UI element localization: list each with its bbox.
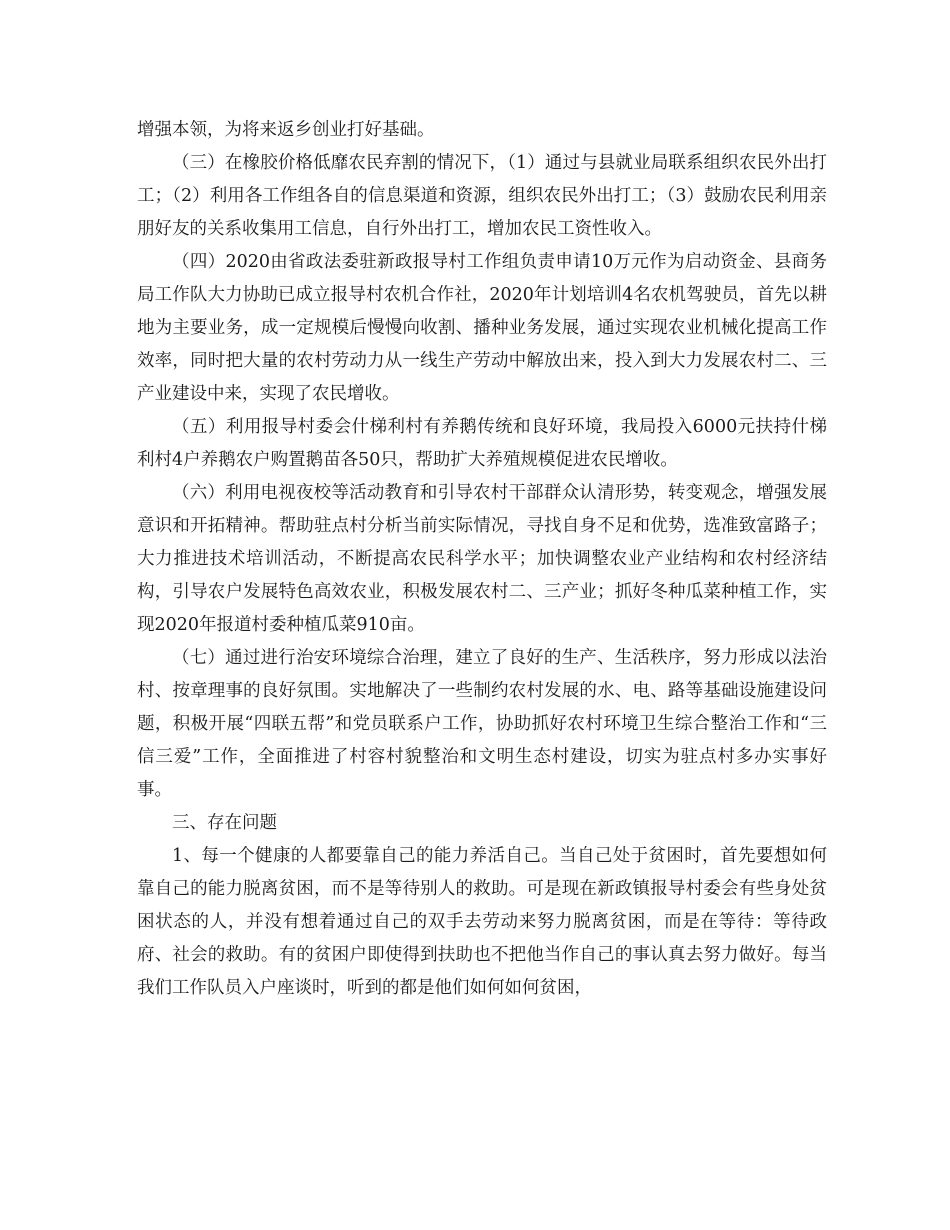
paragraph-section-7: （七）通过进行治安环境综合治理，建立了良好的生产、生活秩序，努力形成以法治村、按章理事的良好氛围。实地解决了一些制约农村发展的水、电、路等基础设施建设问题，积极开展“四联五帮”和党员联系户工作，协助抓好农村环境卫生综合整治工作和“三信三爱”工作，全面推进了村容村貌整治和文明生态村建设，切实为驻点村多办实事好事。 [137,648,827,800]
paragraph-problem-1: 1、每一个健康的人都要靠自己的能力养活自己。当自己处于贫困时，首先要想如何靠自己的能力脱离贫困，而不是等待别人的救助。可是现在新政镇报导村委会有些身处贫困状态的人，并没有想着通过自己的双手去劳动来努力脱离贫困，而是在等待：等待政府、社会的救助。有的贫困户即使得到扶助也不把他当作自己的事认真去努力做好。每当我们工作队员入户座谈时，听到的都是他们如何如何贫困， [137,846,827,998]
paragraph-section-4: （四）2020由省政法委驻新政报导村工作组负责申请10万元作为启动资金、县商务局工作队大力协助已成立报导村农机合作社，2020年计划培训4名农机驾驶员，首先以耕地为主要业务，成一定规模后慢慢向收割、播种业务发展，通过实现农业机械化提高工作效率，同时把大量的农村劳动力从一线生产劳动中解放出来，投入到大力发展农村二、三产业建设中来，实现了农民增收。 [137,252,827,404]
paragraph-continuation: 增强本领，为将来返乡创业打好基础。 [137,120,435,140]
section-heading-problems: 三、存在问题 [172,813,277,833]
document-body [137,114,827,1005]
paragraph-section-6: （六）利用电视夜校等活动教育和引导农村干部群众认清形势，转变观念，增强发展意识和开拓精神。帮助驻点村分析当前实际情况，寻找自身不足和优势，选准致富路子；大力推进技术培训活动，不断提高农民科学水平；加快调整农业产业结构和农村经济结构，引导农户发展特色高效农业，积极发展农村二、三产业；抓好冬种瓜菜种植工作，实现2020年报道村委种植瓜菜910亩。 [137,483,827,635]
paragraph-section-3: （三）在橡胶价格低靡农民弃割的情况下，（1）通过与县就业局联系组织农民外出打工；（2）利用各工作组各自的信息渠道和资源，组织农民外出打工；（3）鼓励农民利用亲朋好友的关系收集用工信息，自行外出打工，增加农民工资性收入。 [137,153,827,239]
paragraph-section-5: （五）利用报导村委会什梯利村有养鹅传统和良好环境，我局投入6000元扶持什梯利村4户养鹅农户购置鹅苗各50只，帮助扩大养殖规模促进农民增收。 [137,417,827,470]
